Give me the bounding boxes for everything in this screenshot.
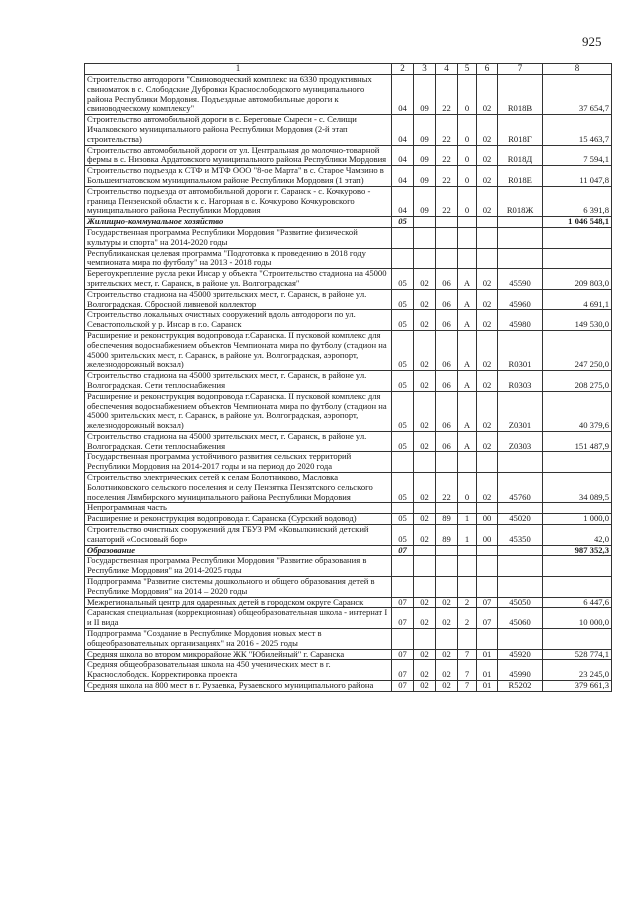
code-cell: R018Д: [498, 145, 543, 166]
code-cell: [498, 577, 543, 598]
code-cell: 00: [477, 525, 498, 546]
table-row: [85, 310, 612, 331]
amount-cell: 23 245,0: [543, 660, 612, 681]
code-cell: 02: [436, 660, 458, 681]
code-cell: [477, 556, 498, 577]
amount-cell: 34 089,5: [543, 473, 612, 503]
code-cell: [458, 452, 477, 473]
code-cell: 02: [414, 597, 436, 608]
code-cell: 04: [392, 166, 414, 187]
code-cell: 45020: [498, 514, 543, 525]
code-cell: Z0301: [498, 391, 543, 431]
table-row: [85, 629, 612, 650]
amount-cell: 247 250,0: [543, 330, 612, 370]
column-header: 1: [85, 64, 392, 75]
table-row: [85, 431, 612, 452]
code-cell: [498, 227, 543, 248]
code-cell: R018Е: [498, 166, 543, 187]
table-row: [85, 597, 612, 608]
code-cell: 02: [477, 145, 498, 166]
code-cell: [458, 227, 477, 248]
code-cell: 02: [477, 75, 498, 115]
budget-table: [84, 63, 612, 692]
code-cell: [414, 545, 436, 556]
code-cell: 1: [458, 514, 477, 525]
code-cell: [392, 227, 414, 248]
code-cell: 02: [477, 289, 498, 310]
table-row: [85, 577, 612, 598]
code-cell: 05: [392, 289, 414, 310]
code-cell: А: [458, 330, 477, 370]
code-cell: 45060: [498, 608, 543, 629]
code-cell: 02: [414, 391, 436, 431]
code-cell: 02: [414, 269, 436, 290]
code-cell: 07: [392, 597, 414, 608]
amount-cell: 40 379,6: [543, 391, 612, 431]
table-row: [85, 503, 612, 514]
code-cell: [477, 545, 498, 556]
code-cell: 7: [458, 681, 477, 692]
code-cell: 22: [436, 145, 458, 166]
table-header-row: [85, 64, 612, 75]
code-cell: 07: [392, 660, 414, 681]
code-cell: 06: [436, 310, 458, 331]
section-row: [85, 217, 612, 228]
amount-cell: [543, 577, 612, 598]
code-cell: 45990: [498, 660, 543, 681]
code-cell: 45350: [498, 525, 543, 546]
amount-cell: 1 000,0: [543, 514, 612, 525]
code-cell: 07: [392, 649, 414, 660]
code-cell: 0: [458, 115, 477, 145]
code-cell: [414, 452, 436, 473]
amount-cell: 6 391,8: [543, 186, 612, 216]
section-row: [85, 545, 612, 556]
code-cell: 45960: [498, 289, 543, 310]
code-cell: 09: [414, 186, 436, 216]
table-row: [85, 525, 612, 546]
amount-cell: 37 654,7: [543, 75, 612, 115]
table-row: [85, 514, 612, 525]
amount-cell: 151 487,9: [543, 431, 612, 452]
code-cell: 89: [436, 514, 458, 525]
code-cell: [477, 629, 498, 650]
code-cell: 02: [477, 431, 498, 452]
table-row: [85, 649, 612, 660]
table-row: [85, 371, 612, 392]
code-cell: 05: [392, 217, 414, 228]
column-header: 8: [543, 64, 612, 75]
row-name: Средняя школа во втором микрорайоне ЖК "Юбилейный" г. Саранска: [85, 649, 392, 660]
code-cell: [436, 577, 458, 598]
code-cell: 02: [414, 525, 436, 546]
code-cell: [414, 503, 436, 514]
code-cell: Z0303: [498, 431, 543, 452]
row-name: Средняя общеобразовательная школа на 450 ученических мест в г. Краснослободск. Корректировка проекта: [85, 660, 392, 681]
code-cell: 04: [392, 145, 414, 166]
amount-cell: 11 047,8: [543, 166, 612, 187]
amount-cell: 6 447,6: [543, 597, 612, 608]
code-cell: 02: [414, 473, 436, 503]
code-cell: 09: [414, 145, 436, 166]
code-cell: [458, 503, 477, 514]
code-cell: 02: [477, 269, 498, 290]
code-cell: 1: [458, 525, 477, 546]
code-cell: А: [458, 310, 477, 331]
code-cell: 05: [392, 310, 414, 331]
code-cell: [498, 556, 543, 577]
code-cell: 02: [436, 681, 458, 692]
code-cell: А: [458, 269, 477, 290]
row-name: Строительство очистных сооружений для ГБУЗ РМ «Ковылкинский детский санаторий «Сосновый бор»: [85, 525, 392, 546]
code-cell: 02: [414, 649, 436, 660]
code-cell: 0: [458, 145, 477, 166]
table-row: [85, 660, 612, 681]
code-cell: 05: [392, 473, 414, 503]
code-cell: 2: [458, 608, 477, 629]
table-row: [85, 391, 612, 431]
code-cell: [477, 227, 498, 248]
code-cell: 45760: [498, 473, 543, 503]
row-name: Строительство автодороги "Свиноводческий комплекс на 6330 продуктивных свиноматок в с. Слободские Дубровки Краснослободского муниципального района Республики Мордовия. Подъездные автомобильные дороги к свиноводческому комплексу": [85, 75, 392, 115]
code-cell: 07: [392, 545, 414, 556]
amount-cell: 42,0: [543, 525, 612, 546]
row-name: Строительство электрических сетей к селам Болотниково, Масловка Болотниковского сельского поселения и селу Пензятка Пензятского сельского поселения Лямбирского муниципального района Республики Мордовия: [85, 473, 392, 503]
code-cell: 09: [414, 115, 436, 145]
table-row: [85, 145, 612, 166]
code-cell: А: [458, 289, 477, 310]
code-cell: R018Г: [498, 115, 543, 145]
code-cell: 07: [477, 608, 498, 629]
code-cell: [458, 217, 477, 228]
code-cell: 89: [436, 525, 458, 546]
amount-cell: 987 352,3: [543, 545, 612, 556]
code-cell: [498, 545, 543, 556]
code-cell: 05: [392, 514, 414, 525]
row-name: Средняя школа на 800 мест в г. Рузаевка, Рузаевского муниципального района: [85, 681, 392, 692]
code-cell: [414, 217, 436, 228]
row-name: Строительство подъезда к СТФ и МТФ ООО "8-ое Марта" в с. Старое Чамзино в Большеигнатовском муниципальном районе Республики Мордовия (1 этап): [85, 166, 392, 187]
code-cell: 07: [477, 597, 498, 608]
amount-cell: [543, 556, 612, 577]
row-name: Строительство локальных очистных сооружений вдоль автодороги по ул. Севастопольской у р. Инсар в г.о. Саранск: [85, 310, 392, 331]
code-cell: А: [458, 431, 477, 452]
row-name: Государственная программа Республики Мордовия "Развитие образования в Республике Мордовия" на 2014-2025 годы: [85, 556, 392, 577]
code-cell: [414, 248, 436, 269]
code-cell: [436, 629, 458, 650]
code-cell: [436, 503, 458, 514]
code-cell: 09: [414, 75, 436, 115]
code-cell: [498, 452, 543, 473]
code-cell: 02: [414, 289, 436, 310]
amount-cell: 7 594,1: [543, 145, 612, 166]
code-cell: 02: [477, 330, 498, 370]
code-cell: 06: [436, 431, 458, 452]
row-name: Расширение и реконструкция водопровода г.Саранска. II пусковой комплекс для обеспечения водоснабжением объектов Чемпионата мира по футболу (стадион на 45000 зрительских мест, г. Саранск, в районе ул. Волгоградская, аэропорт, железнодорожный вокзал): [85, 391, 392, 431]
amount-cell: 15 463,7: [543, 115, 612, 145]
code-cell: 02: [477, 371, 498, 392]
table-row: [85, 289, 612, 310]
row-name: Строительство подъезда от автомобильной дороги г. Саранск - с. Кочкурово - граница Пензенской области к с. Нагорная в с. Кочкурово Кочкуровского муниципального района Республики Мордовия: [85, 186, 392, 216]
code-cell: 22: [436, 186, 458, 216]
code-cell: 0: [458, 186, 477, 216]
code-cell: 22: [436, 166, 458, 187]
code-cell: [458, 545, 477, 556]
code-cell: R0303: [498, 371, 543, 392]
code-cell: 45980: [498, 310, 543, 331]
row-name: Жилищно-коммунальное хозяйство: [85, 217, 392, 228]
code-cell: 02: [414, 660, 436, 681]
code-cell: 07: [392, 608, 414, 629]
code-cell: 02: [414, 310, 436, 331]
code-cell: 04: [392, 115, 414, 145]
code-cell: 06: [436, 391, 458, 431]
table-row: [85, 227, 612, 248]
table-row: [85, 452, 612, 473]
row-name: Подпрограмма "Развитие системы дошкольного и общего образования детей в Республике Мордовия" на 2014 – 2020 годы: [85, 577, 392, 598]
column-header: 5: [458, 64, 477, 75]
code-cell: 02: [477, 186, 498, 216]
row-name: Строительство автомобильной дороги в с. Береговые Сыреси - с. Селищи Ичалковского муниципального района Республики Мордовия (2-й этап строительства): [85, 115, 392, 145]
column-header: 2: [392, 64, 414, 75]
code-cell: [477, 577, 498, 598]
code-cell: 06: [436, 269, 458, 290]
code-cell: 02: [477, 391, 498, 431]
code-cell: [477, 217, 498, 228]
code-cell: [498, 217, 543, 228]
code-cell: 05: [392, 371, 414, 392]
code-cell: 02: [414, 514, 436, 525]
code-cell: [392, 248, 414, 269]
code-cell: 01: [477, 649, 498, 660]
row-name: Подпрограмма "Создание в Республике Мордовия новых мест в общеобразовательных организациях" на 2016 - 2025 годы: [85, 629, 392, 650]
code-cell: [436, 545, 458, 556]
code-cell: [392, 577, 414, 598]
code-cell: 45920: [498, 649, 543, 660]
table-row: [85, 681, 612, 692]
code-cell: 02: [477, 473, 498, 503]
amount-cell: [543, 452, 612, 473]
code-cell: 7: [458, 649, 477, 660]
table-row: [85, 330, 612, 370]
row-name: Строительство стадиона на 45000 зрительских мест, г. Саранск, в районе ул. Волгоградская. Сбросной ливневой коллектор: [85, 289, 392, 310]
row-name: Республиканская целевая программа "Подготовка к проведению в 2018 году чемпионата мира по футболу" на 2013 - 2018 годы: [85, 248, 392, 269]
row-name: Государственная программа Республики Мордовия "Развитие физической культуры и спорта" на 2014-2020 годы: [85, 227, 392, 248]
code-cell: 02: [436, 608, 458, 629]
column-header: 6: [477, 64, 498, 75]
code-cell: 05: [392, 525, 414, 546]
code-cell: 04: [392, 75, 414, 115]
code-cell: 0: [458, 473, 477, 503]
code-cell: [436, 452, 458, 473]
row-name: Саранская специальная (коррекционная) общеобразовательная школа - интернат I и II вида: [85, 608, 392, 629]
row-name: Берегоукрепление русла реки Инсар у объекта "Строительство стадиона на 45000 зрительских мест, г. Саранск, в районе ул. Волгоградская": [85, 269, 392, 290]
code-cell: 0: [458, 166, 477, 187]
code-cell: 02: [414, 608, 436, 629]
amount-cell: 528 774,1: [543, 649, 612, 660]
code-cell: А: [458, 371, 477, 392]
code-cell: 02: [414, 431, 436, 452]
code-cell: 07: [392, 681, 414, 692]
table-row: [85, 186, 612, 216]
code-cell: [458, 577, 477, 598]
amount-cell: 379 661,3: [543, 681, 612, 692]
code-cell: [436, 556, 458, 577]
code-cell: [477, 452, 498, 473]
table-row: [85, 166, 612, 187]
code-cell: 05: [392, 330, 414, 370]
code-cell: 02: [436, 597, 458, 608]
code-cell: [498, 248, 543, 269]
table-row: [85, 248, 612, 269]
code-cell: 05: [392, 431, 414, 452]
code-cell: 05: [392, 391, 414, 431]
code-cell: R5202: [498, 681, 543, 692]
code-cell: 0: [458, 75, 477, 115]
code-cell: А: [458, 391, 477, 431]
table-row: [85, 556, 612, 577]
table-row: [85, 115, 612, 145]
code-cell: 22: [436, 115, 458, 145]
code-cell: 02: [414, 371, 436, 392]
amount-cell: 4 691,1: [543, 289, 612, 310]
code-cell: 01: [477, 681, 498, 692]
row-name: Межрегиональный центр для одаренных детей в городском округе Саранск: [85, 597, 392, 608]
amount-cell: 208 275,0: [543, 371, 612, 392]
code-cell: 02: [436, 649, 458, 660]
code-cell: 02: [477, 166, 498, 187]
row-name: Непрограммная часть: [85, 503, 392, 514]
code-cell: [392, 503, 414, 514]
row-name: Строительство стадиона на 45000 зрительских мест, г. Саранск, в районе ул. Волгоградская. Сети теплоснабжения: [85, 371, 392, 392]
code-cell: [436, 217, 458, 228]
code-cell: 06: [436, 289, 458, 310]
code-cell: 02: [414, 330, 436, 370]
code-cell: 01: [477, 660, 498, 681]
amount-cell: [543, 503, 612, 514]
row-name: Расширение и реконструкция водопровода г. Саранска (Сурский водовод): [85, 514, 392, 525]
code-cell: 02: [414, 681, 436, 692]
code-cell: 00: [477, 514, 498, 525]
code-cell: [414, 556, 436, 577]
code-cell: [436, 227, 458, 248]
code-cell: 06: [436, 371, 458, 392]
table-row: [85, 473, 612, 503]
code-cell: 22: [436, 473, 458, 503]
code-cell: [498, 629, 543, 650]
table-row: [85, 269, 612, 290]
row-name: Государственная программа устойчивого развития сельских территорий Республики Мордовия на 2014-2017 годы и на период до 2020 года: [85, 452, 392, 473]
code-cell: 02: [477, 115, 498, 145]
page-number: 925: [582, 34, 602, 49]
code-cell: 06: [436, 330, 458, 370]
code-cell: [436, 248, 458, 269]
code-cell: [477, 503, 498, 514]
row-name: Строительство автомобильной дороги от ул. Центральная до молочно-товарной фермы в с. Низовка Ардатовского муниципального района Республики Мордовия: [85, 145, 392, 166]
code-cell: [414, 577, 436, 598]
code-cell: 04: [392, 186, 414, 216]
code-cell: 22: [436, 75, 458, 115]
code-cell: [458, 248, 477, 269]
code-cell: 05: [392, 269, 414, 290]
code-cell: [458, 556, 477, 577]
code-cell: R018В: [498, 75, 543, 115]
amount-cell: 1 046 548,1: [543, 217, 612, 228]
row-name: Расширение и реконструкция водопровода г.Саранска. II пусковой комплекс для обеспечения водоснабжением объектов Чемпионата мира по футболу (стадион на 45000 зрительских мест, г. Саранск, в районе ул. Волгоградская, аэропорт, железнодорожный вокзал): [85, 330, 392, 370]
code-cell: R0301: [498, 330, 543, 370]
column-header: 4: [436, 64, 458, 75]
code-cell: 09: [414, 166, 436, 187]
code-cell: R018Ж: [498, 186, 543, 216]
amount-cell: 10 000,0: [543, 608, 612, 629]
table-row: [85, 75, 612, 115]
code-cell: [392, 629, 414, 650]
amount-cell: [543, 248, 612, 269]
amount-cell: 209 803,0: [543, 269, 612, 290]
code-cell: [414, 227, 436, 248]
column-header: 7: [498, 64, 543, 75]
code-cell: [477, 248, 498, 269]
code-cell: 45050: [498, 597, 543, 608]
code-cell: 7: [458, 660, 477, 681]
row-name: Образование: [85, 545, 392, 556]
row-name: Строительство стадиона на 45000 зрительских мест, г. Саранск, в районе ул. Волгоградская. Сети теплоснабжения: [85, 431, 392, 452]
amount-cell: [543, 629, 612, 650]
table-row: [85, 608, 612, 629]
amount-cell: 149 530,0: [543, 310, 612, 331]
code-cell: [414, 629, 436, 650]
code-cell: 02: [477, 310, 498, 331]
code-cell: [392, 452, 414, 473]
code-cell: [498, 503, 543, 514]
column-header: 3: [414, 64, 436, 75]
code-cell: 2: [458, 597, 477, 608]
amount-cell: [543, 227, 612, 248]
code-cell: [458, 629, 477, 650]
code-cell: [392, 556, 414, 577]
code-cell: 45590: [498, 269, 543, 290]
